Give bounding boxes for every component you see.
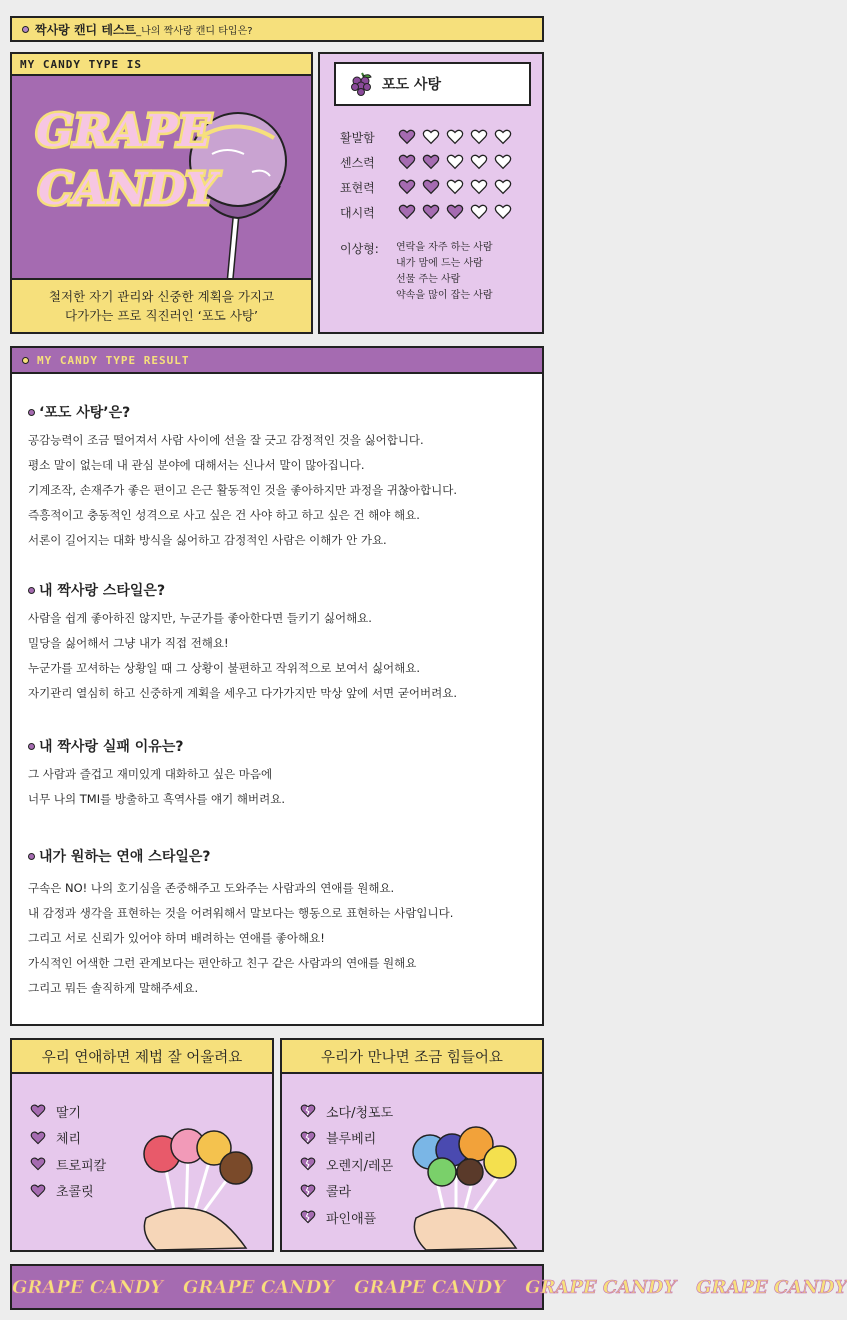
bullet-dot: [28, 743, 35, 750]
grape-candy-illustration: [12, 76, 311, 286]
answer-line: 그 사람과 즐겁고 재미있게 대화하고 싶은 마음에: [28, 767, 273, 781]
type-description-line1: 철저한 자기 관리와 신중한 계획을 가지고: [48, 289, 275, 304]
hand-lollipops-illustration: [396, 1110, 546, 1250]
heart-empty-icon: [470, 178, 488, 196]
candy-type-card: [10, 52, 313, 334]
heart-filled-icon: [446, 203, 464, 221]
heart-filled-icon: [422, 153, 440, 171]
match-item: [300, 1125, 393, 1152]
bullet-dot: [22, 26, 29, 33]
answer-line: 사람을 쉽게 좋아하진 않지만, 누군가를 좋아한다면 들키기 싫어해요.: [28, 611, 372, 625]
section-question: [28, 402, 130, 422]
section-answer: [28, 876, 453, 1001]
section-question: [28, 580, 165, 600]
ideal-type-item: 내가 맘에 드는 사람: [396, 258, 483, 269]
type-description: [12, 278, 311, 332]
match-item: [30, 1125, 106, 1152]
broken-heart-icon: [300, 1156, 316, 1172]
stat-label: 표현력: [340, 180, 375, 195]
match-item-label: 소다/청포도: [326, 1105, 394, 1121]
answer-line: 밀당을 싫어해서 그냥 내가 직접 전해요!: [28, 636, 229, 650]
grape-candy-banner: [10, 1264, 847, 1310]
broken-heart-icon: [300, 1130, 316, 1146]
good-match-card: [10, 1038, 274, 1252]
ideal-type-item: 연락을 자주 하는 사람: [396, 242, 493, 253]
answer-line: 기계조작, 손재주가 좋은 편이고 은근 활동적인 것을 좋아하지만 과정을 귀찮아합니다.: [28, 483, 458, 497]
match-item: [300, 1151, 393, 1178]
broken-heart-icon: [300, 1209, 316, 1225]
stat-label: 대시력: [340, 205, 375, 220]
heart-empty-icon: [446, 128, 464, 146]
section-answer: [28, 762, 285, 812]
heart-empty-icon: [470, 153, 488, 171]
stat-label: 센스력: [340, 155, 375, 170]
banner-text: GRAPE CANDY: [12, 1276, 164, 1298]
answer-line: 너무 나의 TMI를 방출하고 흑역사를 얘기 해버려요.: [28, 792, 285, 806]
bullet-dot: [28, 853, 35, 860]
heart-icon: [30, 1130, 46, 1146]
question-text: 내 짝사랑 스타일은?: [39, 583, 166, 599]
result-card: [10, 346, 544, 1026]
result-header-label: MY CANDY TYPE RESULT: [37, 353, 190, 367]
heart-icon: [30, 1103, 46, 1119]
ideal-type-item: 약속을 많이 잡는 사람: [396, 290, 493, 301]
match-item-label: 콜라: [326, 1185, 352, 1201]
heart-filled-icon: [422, 203, 440, 221]
heart-icon: [30, 1156, 46, 1172]
section-answer: [28, 606, 457, 706]
match-item-label: 체리: [56, 1132, 82, 1148]
match-item: [30, 1151, 106, 1178]
match-item-label: 파인애플: [326, 1211, 377, 1227]
bad-match-list: [300, 1098, 393, 1231]
broken-heart-icon: [300, 1183, 316, 1199]
match-item-label: 블루베리: [326, 1132, 377, 1148]
heart-icon: [30, 1183, 46, 1199]
answer-line: 평소 말이 없는데 내 관심 분야에 대해서는 신나서 말이 많아집니다.: [28, 458, 365, 472]
heart-empty-icon: [470, 203, 488, 221]
match-item: [30, 1098, 106, 1125]
ideal-type-list: [396, 240, 492, 304]
heart-empty-icon: [494, 153, 512, 171]
heart-filled-icon: [398, 178, 416, 196]
heart-empty-icon: [494, 203, 512, 221]
heart-empty-icon: [422, 128, 440, 146]
heart-filled-icon: [398, 153, 416, 171]
banner-text: GRAPE CANDY: [354, 1276, 506, 1298]
answer-line: 누군가를 꼬셔하는 상황일 때 그 상황이 불편하고 작위적으로 보여서 싫어해요.: [28, 661, 421, 675]
section-answer: [28, 428, 457, 553]
grape-icon: [350, 71, 374, 97]
question-text: 내 짝사랑 실패 이유는?: [39, 739, 184, 755]
heart-empty-icon: [470, 128, 488, 146]
banner-text: GRAPE CANDY: [696, 1276, 847, 1298]
heart-empty-icon: [446, 153, 464, 171]
match-item: [300, 1098, 393, 1125]
banner-text: GRAPE CANDY: [525, 1276, 677, 1298]
answer-line: 그리고 서로 신뢰가 있어야 하며 배려하는 연애를 좋아해요!: [28, 931, 325, 945]
heart-filled-icon: [398, 128, 416, 146]
logo-line1: GRAPE: [36, 106, 211, 157]
title-bar: [10, 16, 544, 42]
bad-match-card: [280, 1038, 544, 1252]
bullet-dot: [28, 587, 35, 594]
answer-line: 자기관리 열심히 하고 신중하게 계획을 세우고 다가가지만 막상 앞에 서면 굳어버려요.: [28, 686, 458, 700]
hand-lollipops-illustration: [126, 1110, 276, 1250]
heart-empty-icon: [494, 128, 512, 146]
ideal-type-item: 선물 주는 사람: [396, 274, 461, 285]
type-description-line2: 다가가는 프로 직진러인 ‘포도 사탕’: [65, 308, 258, 323]
answer-line: 내 감정과 생각을 표현하는 것을 어려워해서 말보다는 행동으로 표현하는 사람입니다.: [28, 906, 454, 920]
answer-line: 즉흥적이고 충동적인 성격으로 사고 싶은 건 사야 하고 하고 싶은 건 해야 해요.: [28, 508, 420, 522]
match-item-label: 초콜릿: [56, 1185, 94, 1201]
candy-name: 포도 사탕: [382, 77, 441, 93]
match-item-label: 트로피칼: [56, 1158, 107, 1174]
section-question: [28, 736, 183, 756]
page-subtitle: _나의 짝사랑 캔디 타입은?: [136, 25, 253, 37]
match-item-label: 딸기: [56, 1105, 82, 1121]
section-question: [28, 846, 211, 866]
match-item: [300, 1178, 393, 1205]
stat-row: [340, 153, 518, 171]
ideal-type-label: 이상형:: [340, 242, 379, 256]
bullet-dot: [22, 357, 29, 364]
match-item-label: 오렌지/레몬: [326, 1158, 394, 1174]
broken-heart-icon: [300, 1103, 316, 1119]
answer-line: 그리고 뭐든 솔직하게 말해주세요.: [28, 981, 199, 995]
answer-line: 공감능력이 조금 떨어져서 사람 사이에 선을 잘 긋고 감정적인 것을 싫어합니다.: [28, 433, 424, 447]
match-item: [300, 1204, 393, 1231]
answer-line: 구속은 NO! 나의 호기심을 존중해주고 도와주는 사람과의 연애를 원해요.: [28, 881, 395, 895]
card-header: MY CANDY TYPE IS: [12, 54, 311, 76]
bullet-dot: [28, 409, 35, 416]
result-header: [12, 348, 542, 374]
heart-filled-icon: [398, 203, 416, 221]
stat-row: [340, 128, 518, 146]
answer-line: 가식적인 어색한 그런 관계보다는 편안하고 친구 같은 사람과의 연애를 원해요: [28, 956, 417, 970]
page-title: 짝사랑 캔디 테스트: [35, 22, 137, 37]
stat-row: [340, 178, 518, 196]
heart-empty-icon: [494, 178, 512, 196]
question-text: ‘포도 사탕’은?: [39, 405, 131, 421]
banner-text: GRAPE CANDY: [183, 1276, 335, 1298]
good-match-list: [30, 1098, 106, 1204]
logo-line2: CANDY: [38, 164, 217, 215]
question-text: 내가 원하는 연애 스타일은?: [39, 849, 211, 865]
match-item: [30, 1178, 106, 1205]
stat-label: 활발함: [340, 130, 375, 145]
answer-line: 서론이 길어지는 대화 방식을 싫어하고 감정적인 사람은 이해가 안 가요.: [28, 533, 387, 547]
stat-row: [340, 203, 518, 221]
heart-filled-icon: [422, 178, 440, 196]
candy-stat-card: [318, 52, 544, 334]
good-match-title: 우리 연애하면 제법 잘 어울려요: [12, 1040, 272, 1074]
bad-match-title: 우리가 만나면 조금 힘들어요: [282, 1040, 542, 1074]
candy-name-box: [334, 62, 531, 106]
heart-empty-icon: [446, 178, 464, 196]
